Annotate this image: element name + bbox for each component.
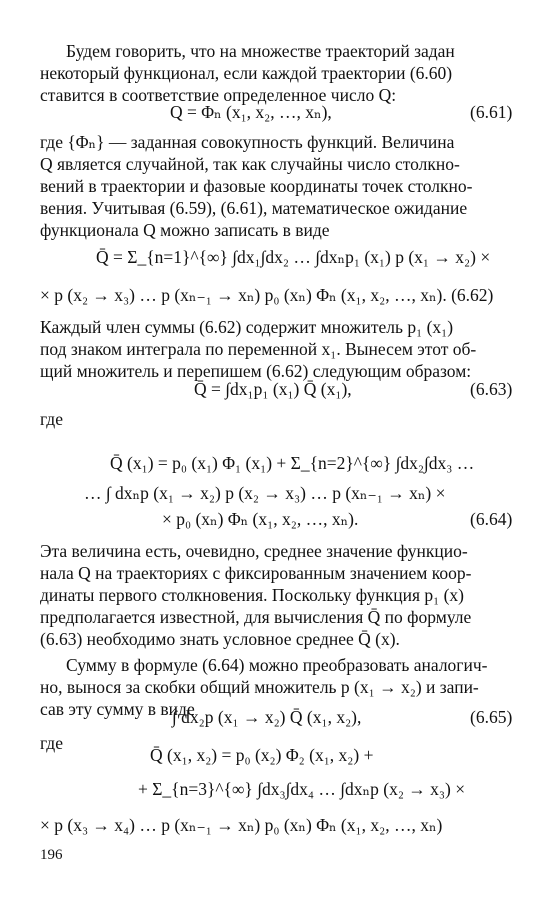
equation-6-64-line-2: … ∫ dxₙp (x₁ → x₂) p (x₂ → x₃) … p (xₙ₋₁ → xₙ) × <box>84 483 446 503</box>
equation-6-62-line-1: Q̄ = Σ_{n=1}^{∞} ∫dx₁∫dx₂ … ∫dxₙp₁ (x₁) p (x₁ → x₂) × <box>96 247 491 267</box>
equation-6-64-line-3: × p₀ (xₙ) Φₙ (x₁, x₂, …, xₙ). <box>162 509 359 529</box>
equation-q-x1-x2-line-2: + Σ_{n=3}^{∞} ∫dx₃∫dx₄ … ∫dxₙp (x₂ → x₃) × <box>138 779 466 799</box>
equation-number-6-64: (6.64) <box>470 509 513 529</box>
equation-number-6-61: (6.61) <box>470 102 513 122</box>
equation-number-6-63: (6.63) <box>470 379 513 399</box>
equation-q-x1-x2-line-3: × p (x₃ → x₄) … p (xₙ₋₁ → xₙ) p₀ (xₙ) Φₙ (x₁, x₂, …, xₙ) <box>40 815 443 835</box>
equation-6-63: Q̄ = ∫dx₁p₁ (x₁) Q̄ (x₁), <box>194 379 352 399</box>
equation-6-62-line-2: × p (x₂ → x₃) … p (xₙ₋₁ → xₙ) p₀ (xₙ) Φₙ (x₁, x₂, …, xₙ). (6.62) <box>40 285 494 305</box>
paragraph-mean-value: Эта величина есть, очевидно, среднее значение функцио- нала Q на траекториях с фиксированным значением коор- динаты первого столкновения. Поскольку функция p₁ (x) предполагается известной, для вычисления Q̄ по формуле (6.63) необходимо знать условное среднее Q̄ (x). <box>40 541 472 649</box>
paragraph-where-1: где <box>40 409 63 429</box>
equation-number-6-65: (6.65) <box>470 707 513 727</box>
paragraph-where-2: где <box>40 733 63 753</box>
paragraph-functional-definition: Будем говорить, что на множестве траекторий задан некоторый функционал, если каждой траектории (6.60) ставится в соответствие определенное число Q: <box>40 41 455 105</box>
paragraph-common-factor: Каждый член суммы (6.62) содержит множитель p₁ (x₁) под знаком интеграла по переменной x₁. Вынесем этот об- щий множитель и перепишем (6.62) следующим образом: <box>40 317 477 381</box>
paragraph-expectation: где {Φₙ} — заданная совокупность функций. Величина Q является случайной, так как случайны число столкно- вений в траектории и фазовые координаты точек столкно- вения. Учитывая (6.59), (6.61), математическое ожидание функционала Q можно записать в виде <box>40 132 473 240</box>
equation-q-x1-x2-line-1: Q̄ (x₁, x₂) = p₀ (x₂) Φ₂ (x₁, x₂) + <box>150 745 374 765</box>
equation-6-65: ∫ dx₂p (x₁ → x₂) Q̄ (x₁, x₂), <box>172 707 362 727</box>
page-number: 196 <box>40 847 63 863</box>
equation-6-61: Q = Φₙ (x₁, x₂, …, xₙ), <box>170 102 332 122</box>
equation-6-64-line-1: Q̄ (x₁) = p₀ (x₁) Φ₁ (x₁) + Σ_{n=2}^{∞} ∫dx₂∫dx₃ … <box>110 453 475 473</box>
paragraph-transform-sum: Сумму в формуле (6.64) можно преобразовать аналогич- но, вынося за скобки общий множитель p (x₁ → x₂) и запи- сав эту сумму в виде <box>40 655 488 719</box>
